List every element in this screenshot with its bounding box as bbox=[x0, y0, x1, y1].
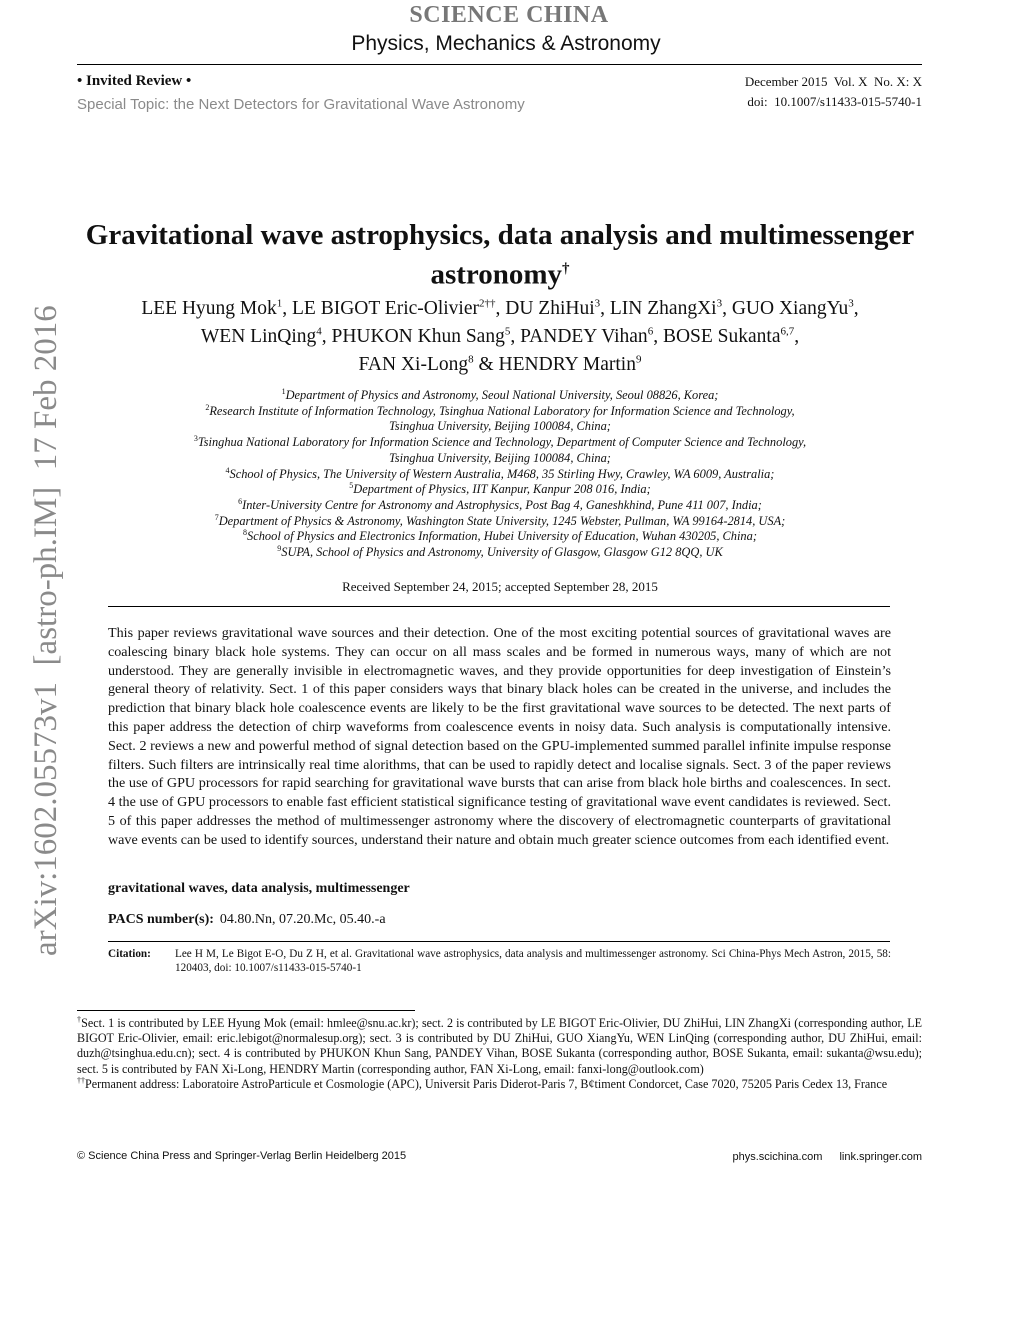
author-name: FAN Xi-Long bbox=[358, 354, 469, 375]
footnote-item bbox=[77, 1016, 922, 1077]
footnote-mark: † bbox=[77, 1014, 82, 1024]
affiliation-item bbox=[90, 467, 910, 483]
author-affiliation-mark: 6,7 bbox=[780, 325, 795, 338]
title-line-2 bbox=[80, 252, 920, 292]
affiliation-item bbox=[90, 482, 910, 498]
author-separator: , bbox=[600, 298, 610, 319]
footer-links bbox=[719, 1151, 922, 1163]
citation-divider bbox=[108, 941, 890, 942]
author-separator: , bbox=[794, 326, 800, 347]
affiliation-text: School of Physics, The University of Western Australia, M468, 35 Stirling Hwy, Crawley, WA 6009, Australia; bbox=[229, 466, 775, 481]
pacs-value: 04.80.Nn, 07.20.Mc, 05.40.-a bbox=[219, 912, 386, 927]
author-name: WEN LinQing bbox=[200, 326, 317, 347]
author-name: LE BIGOT Eric-Olivier bbox=[292, 298, 480, 319]
issue-info: December 2015 Vol. X No. X: X bbox=[744, 74, 922, 89]
copyright: © Science China Press and Springer-Verlag Berlin Heidelberg 2015 bbox=[77, 1150, 407, 1162]
link-springer[interactable]: link.springer.com bbox=[839, 1151, 922, 1163]
affiliation-continuation: Tsinghua University, Beijing 100084, China; bbox=[389, 450, 611, 465]
affiliation-item bbox=[90, 529, 910, 545]
title-line-2-text: astronomy bbox=[430, 258, 563, 291]
keywords: gravitational waves, data analysis, multimessenger bbox=[108, 881, 410, 896]
author-name: GUO XiangYu bbox=[731, 298, 849, 319]
pacs-label: PACS number(s): bbox=[108, 912, 214, 927]
affiliation-number: 5 bbox=[349, 481, 354, 491]
author-affiliation-mark: 9 bbox=[635, 353, 642, 366]
affiliation-text: SUPA, School of Physics and Astronomy, University of Glasgow, Glasgow G12 8QQ, UK bbox=[281, 545, 723, 560]
author-affiliation-mark: 8 bbox=[468, 353, 474, 366]
affiliation-number: 6 bbox=[238, 496, 243, 506]
link-scichina[interactable]: phys.scichina.com bbox=[732, 1151, 823, 1163]
author-separator: , bbox=[495, 298, 506, 319]
affiliation-item bbox=[90, 388, 910, 404]
pacs-numbers bbox=[108, 912, 386, 928]
affiliation-item bbox=[90, 514, 910, 530]
special-topic: Special Topic: the Next Detectors for Gravitational Wave Astronomy bbox=[77, 96, 525, 113]
author-affiliation-mark: 5 bbox=[504, 325, 511, 338]
footnote-divider bbox=[77, 1010, 415, 1011]
affiliation-number: 7 bbox=[214, 512, 219, 522]
affiliation-item bbox=[90, 435, 910, 451]
affiliation-text: Research Institute of Information Technology, Tsinghua National Laboratory for Information Science and Technology, bbox=[209, 403, 795, 418]
affiliation-number: 9 bbox=[277, 543, 282, 553]
author-affiliation-mark: 6 bbox=[647, 325, 654, 338]
arxiv-stamp bbox=[20, 280, 66, 960]
affiliation-number: 1 bbox=[281, 386, 286, 396]
author-affiliation-mark: 3 bbox=[594, 297, 601, 310]
affiliation-number: 3 bbox=[193, 433, 198, 443]
affiliation-continuation: Tsinghua University, Beijing 100084, China; bbox=[389, 419, 611, 434]
author-name: DU ZhiHui bbox=[505, 298, 595, 319]
affiliation-item bbox=[90, 545, 910, 561]
arxiv-stamp-text: arXiv:1602.05573v1 [astro-ph.IM] 17 Feb 2016 bbox=[28, 305, 64, 956]
article-type: • Invited Review • bbox=[77, 73, 192, 89]
author-affiliation-mark: 3 bbox=[716, 297, 723, 310]
citation-text: Lee H M, Le Bigot E-O, Du Z H, et al. Gravitational wave astrophysics, data analysis and multimessenger astronomy. Sci China-Phys Mech Astron, 2015, 58: 120403, doi: 10.1007/s11433-015-5740-1 bbox=[175, 948, 891, 974]
author-name: HENDRY Martin bbox=[498, 354, 636, 375]
author-separator: , bbox=[653, 326, 663, 347]
affiliation-text: Department of Physics and Astronomy, Seoul National University, Seoul 08826, Korea; bbox=[285, 388, 719, 402]
title-dagger: † bbox=[562, 261, 570, 277]
affiliation-text: Tsinghua National Laboratory for Information Science and Technology, Department of Computer Science and Technology, bbox=[197, 435, 807, 450]
footnote-mark: †† bbox=[77, 1075, 85, 1085]
footnotes bbox=[77, 1016, 922, 1092]
footnote-item bbox=[77, 1077, 922, 1092]
affiliation-text: School of Physics and Electronics Information, Hubei University of Education, Wuhan 430205, China; bbox=[247, 529, 757, 544]
affiliation-item bbox=[90, 498, 910, 514]
footnote-text: Sect. 1 is contributed by LEE Hyung Mok (email: hmlee@snu.ac.kr); sect. 2 is contributed by LE BIGOT Eric-Olivier, DU ZhiHui, LIN ZhangXi (corresponding author, LE BIGOT Eric-Olivier, email: eric.lebigot@normalesup.org); sect. 3 is contributed by DU ZhiHui, GUO XiangYu, WEN LinQing (corresponding author, DU ZhiHui, email: duzh@tsinghua.edu.cn); sect. 4 is contributed by PHUKON Khun Sang, PANDEY Vihan, BOSE Sukanta (corresponding author, BOSE Sukanta, email: sukanta@wsu.edu); sect. 5 is contributed by FAN Xi-Long, HENDRY Martin (corresponding author, FAN Xi-Long, email: fanxi-long@outlook.com) bbox=[77, 1016, 922, 1076]
header-divider bbox=[77, 64, 922, 65]
author-name: PHUKON Khun Sang bbox=[331, 326, 505, 347]
abstract-top-divider bbox=[108, 606, 890, 607]
author-name: LIN ZhangXi bbox=[609, 298, 717, 319]
author-separator: , bbox=[722, 298, 732, 319]
author-name: BOSE Sukanta bbox=[662, 326, 781, 347]
paper-title bbox=[80, 218, 920, 292]
journal-name: SCIENCE CHINA bbox=[409, 2, 609, 28]
citation-label: Citation: bbox=[108, 948, 151, 960]
affiliation-text: Inter-University Centre for Astronomy and Astrophysics, Post Bag 4, Ganeshkhind, Pune 411 007, India; bbox=[242, 497, 762, 512]
author-affiliation-mark: 2†† bbox=[479, 297, 496, 310]
affiliation-number: 4 bbox=[225, 465, 230, 475]
received-date: Received September 24, 2015; accepted September 28, 2015 bbox=[342, 579, 658, 594]
affiliation-item bbox=[90, 404, 910, 420]
author-list bbox=[90, 295, 910, 379]
author-name: PANDEY Vihan bbox=[520, 326, 648, 347]
journal-subtitle: Physics, Mechanics & Astronomy bbox=[351, 32, 661, 55]
title-line-1: Gravitational wave astrophysics, data analysis and multimessenger bbox=[85, 219, 915, 251]
doi-link[interactable]: doi: 10.1007/s11433-015-5740-1 bbox=[747, 94, 922, 109]
author-separator: , bbox=[282, 298, 292, 319]
affiliation-list bbox=[90, 388, 910, 561]
affiliation-number: 8 bbox=[243, 528, 248, 538]
author-separator: , bbox=[321, 326, 332, 347]
author-separator: , bbox=[510, 326, 521, 347]
footnote-text: Permanent address: Laboratoire AstroParticule et Cosmologie (APC), Universit Paris Diderot-Paris 7, B¢timent Condorcet, Case 7020, 75205 Paris Cedex 13, France bbox=[85, 1076, 888, 1091]
author-name: LEE Hyung Mok bbox=[141, 298, 277, 319]
author-affiliation-mark: 1 bbox=[276, 297, 283, 310]
affiliation-text: Department of Physics & Astronomy, Washington State University, 1245 Webster, Pullman, WA 99164-2814, USA; bbox=[218, 513, 786, 528]
affiliation-number: 2 bbox=[205, 402, 210, 412]
author-separator: , bbox=[853, 298, 859, 319]
author-affiliation-mark: 4 bbox=[316, 325, 322, 338]
affiliation-text: Department of Physics, IIT Kanpur, Kanpur 208 016, India; bbox=[353, 482, 651, 497]
abstract: This paper reviews gravitational wave sources and their detection. One of the most exciting potential sources of gravitational waves are coalescing binary black hole systems. They can occur on all mass scales and be formed in numerous ways, many of which are not understood. They are generally invisible in electromagnetic waves, and they provide opportunities for deep investigation of Einstein’s general theory of relativity. Sect. 1 of this paper considers ways that binary black holes can be created in the universe, and includes the prediction that binary black hole coalescence events are likely to be the first gravitational wave sources to be detected. The next parts of this paper address the detection of chirp waveforms from coalescence events in noisy data. Such analysis is computationally intensive. Sect. 2 reviews a new and powerful method of signal detection based on the GPU-implemented summed parallel infinite impulse response filters. Such filters are intrinsically real time alorithms, that can be used to rapidly detect and localise signals. Sect. 3 of the paper reviews the use of GPU processors for rapid searching for gravitational wave bursts that can arise from black hole births and coalescences. In sect. 4 the use of GPU processors to enable fast efficient statistical significance testing of gravitational wave event candidates is reviewed. Sect. 5 of this paper addresses the method of multimessenger astronomy where the discovery of electromagnetic counterparts of gravitational wave events can be used to identify sources, understand their nature and obtain much greater science outcomes from each identified event. bbox=[108, 625, 891, 848]
author-separator: & bbox=[473, 354, 499, 375]
author-affiliation-mark: 3 bbox=[848, 297, 854, 310]
